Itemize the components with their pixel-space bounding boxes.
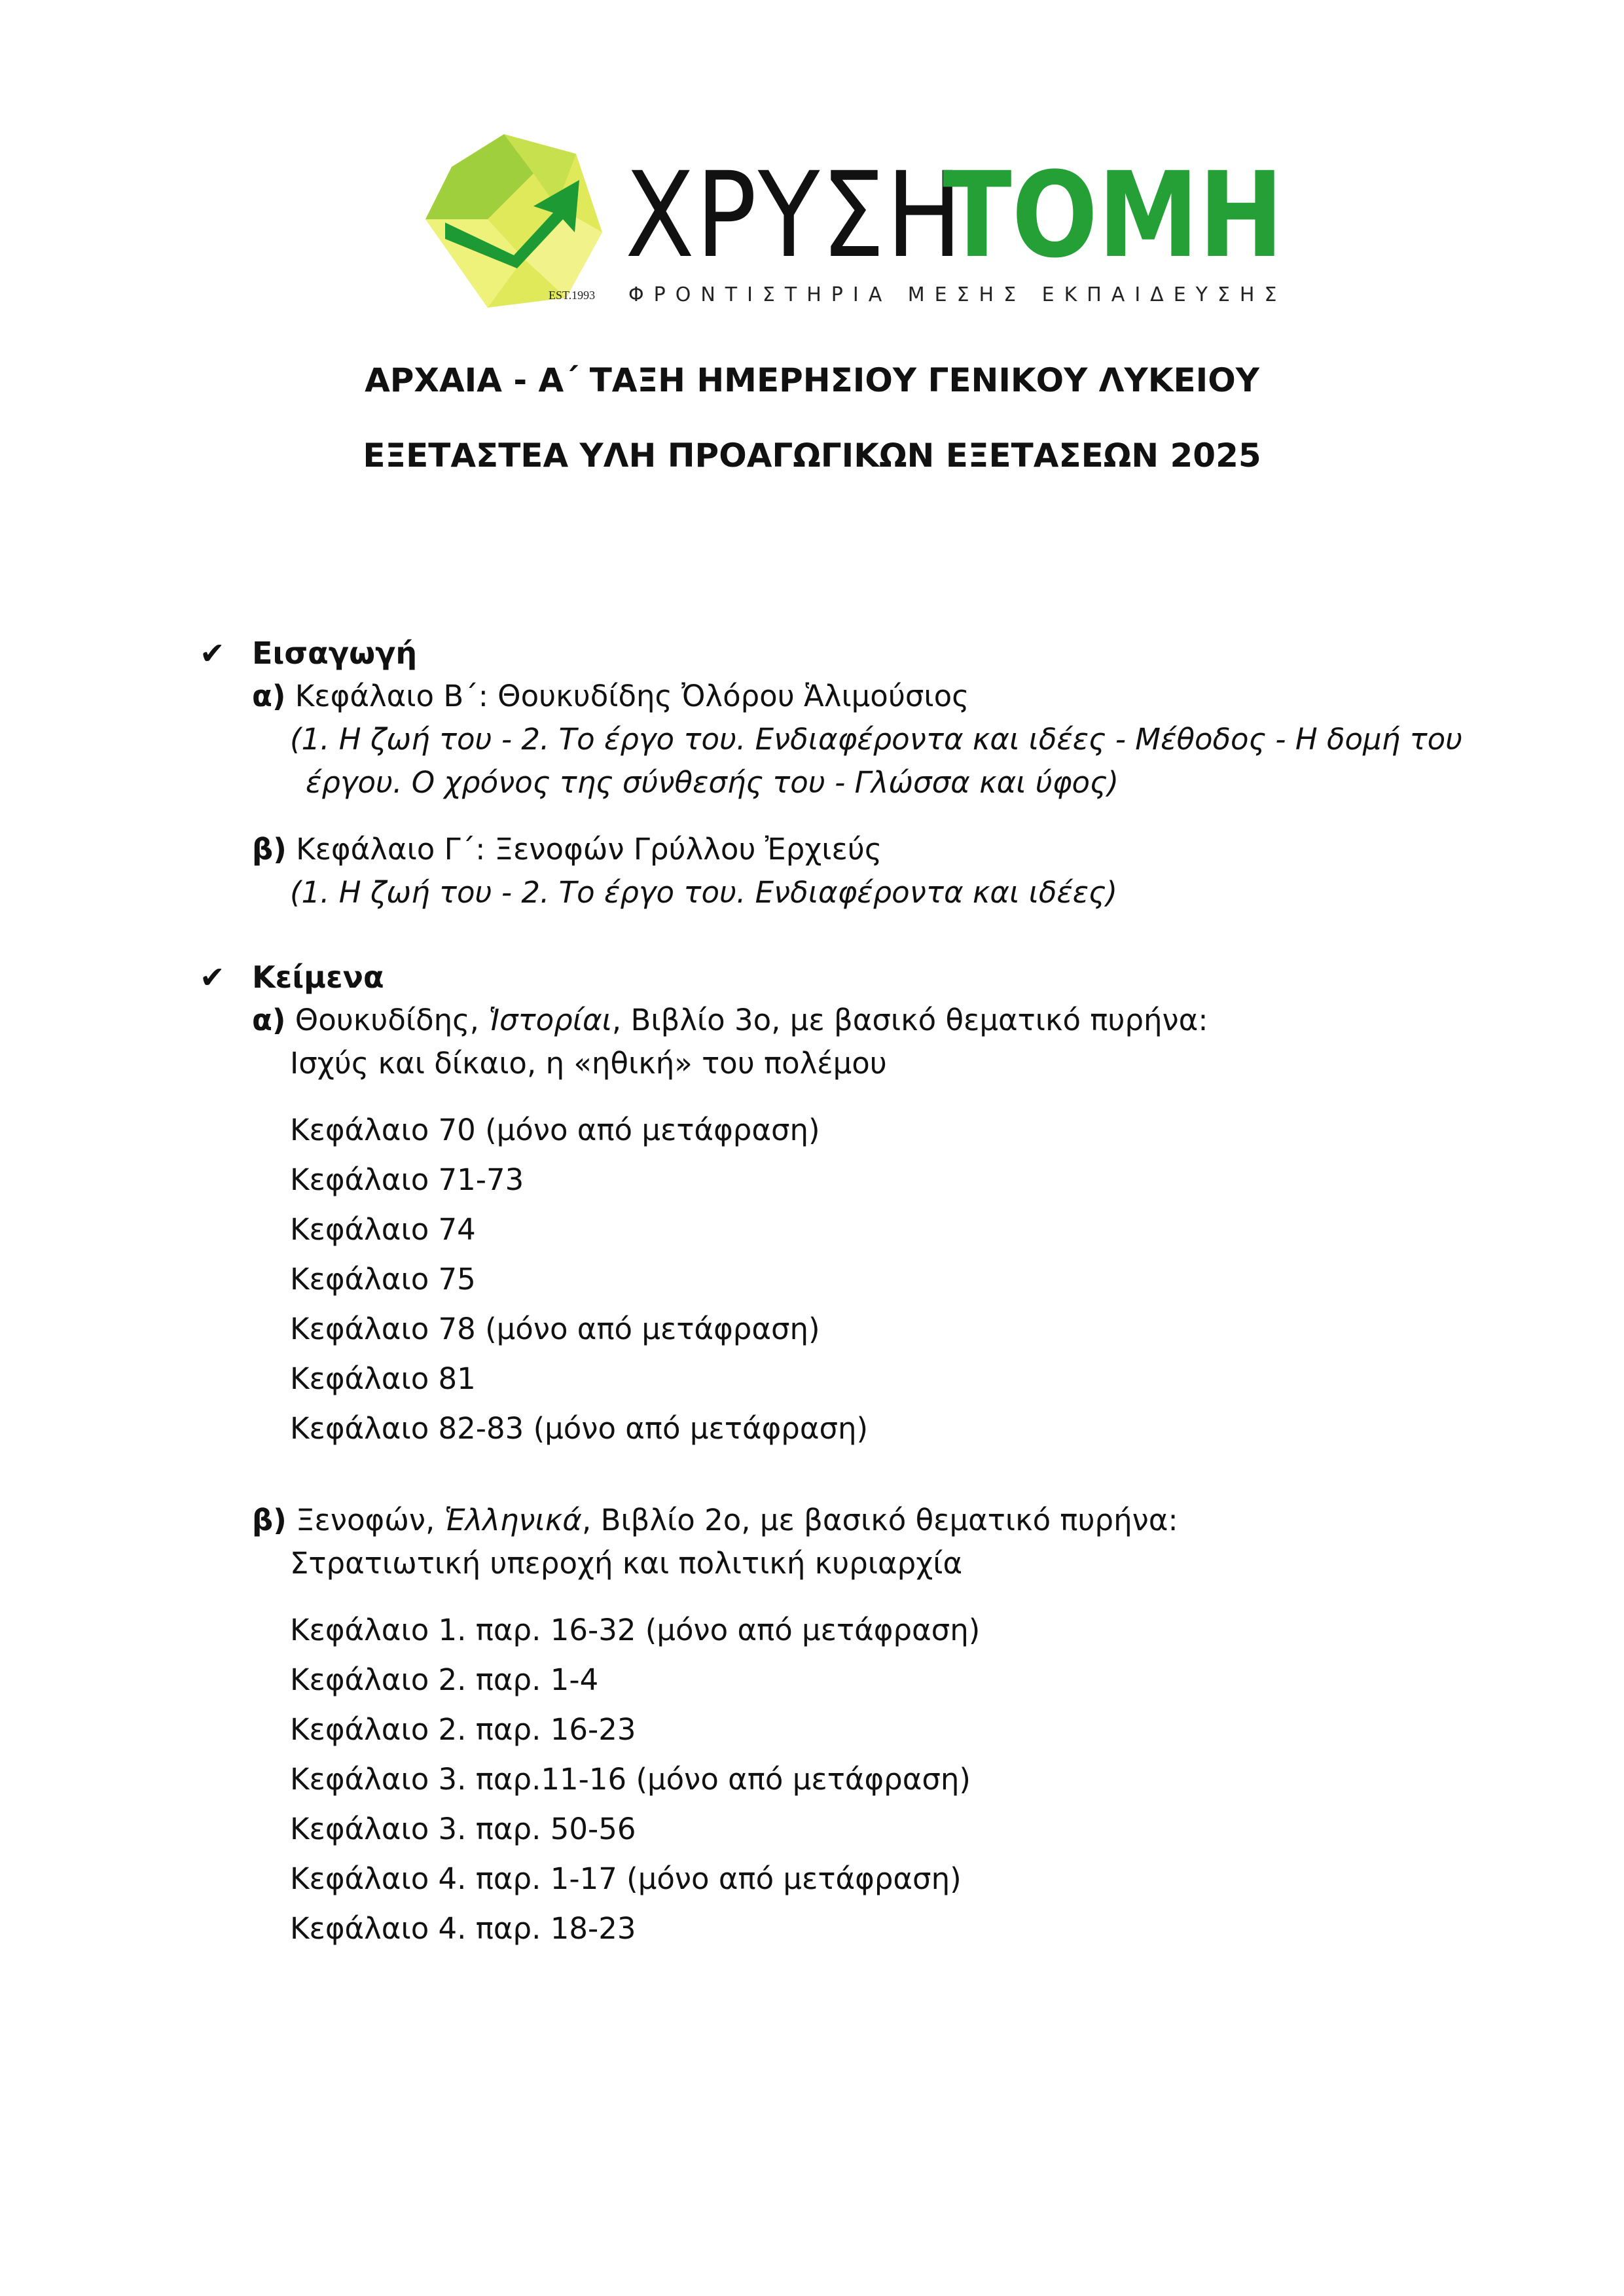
item-marker: α): [252, 1003, 286, 1037]
intro-item-b: [252, 828, 882, 871]
item-rest: , Βιβλίο 3ο, με βασικό θεματικό πυρήνα:: [611, 1003, 1208, 1037]
item-marker: β): [252, 1503, 287, 1537]
list-item: Κεφάλαιο 3. παρ. 50-56: [290, 1812, 636, 1846]
item-work-title: Ἱστορίαι: [488, 1003, 612, 1037]
texts-item-a: [252, 999, 1208, 1042]
checkmark-icon: ✔: [200, 636, 225, 671]
intro-item-a: [252, 675, 969, 718]
page-title: ΑΡΧΑΙΑ - Α΄ ΤΑΞΗ ΗΜΕΡΗΣΙΟΥ ΓΕΝΙΚΟΥ ΛΥΚΕΙΟΥ: [365, 361, 1259, 399]
list-item: Κεφάλαιο 81: [290, 1361, 476, 1396]
intro-item-a-note-line1: (1. Η ζωή του - 2. Το έργο του. Ενδιαφέροντα και ιδέες - Μέθοδος - Η δομή του: [290, 722, 1463, 757]
intro-item-b-note-line1: (1. Η ζωή του - 2. Το έργο του. Ενδιαφέροντα και ιδέες): [290, 875, 1117, 910]
list-item: Κεφάλαιο 2. παρ. 1-4: [290, 1662, 599, 1697]
logo-word-tomi: ΤΟΜΗ: [943, 147, 1284, 284]
item-marker: β): [252, 832, 287, 867]
item-rest: , Βιβλίο 2ο, με βασικό θεματικό πυρήνα:: [581, 1503, 1178, 1537]
logo-est: EST.1993: [549, 289, 596, 302]
chapter-list-thucydides: [290, 1105, 868, 1454]
list-item: Κεφάλαιο 82-83 (μόνο από μετάφραση): [290, 1411, 869, 1446]
chapter-list-xenophon: [290, 1605, 980, 1954]
checkmark-icon: ✔: [200, 960, 225, 995]
intro-item-a-note-line2: έργου. Ο χρόνος της σύνθεσής του - Γλώσσα και ύφος): [306, 765, 1119, 800]
list-item: Κεφάλαιο 71-73: [290, 1162, 524, 1197]
logo: [425, 134, 1287, 324]
item-work-title: Ἑλληνικά: [444, 1503, 582, 1537]
item-author: Θουκυδίδης,: [295, 1003, 489, 1037]
item-marker: α): [252, 679, 286, 713]
list-item: Κεφάλαιο 4. παρ. 1-17 (μόνο από μετάφραση): [290, 1861, 962, 1896]
texts-item-a-theme: Ισχύς και δίκαιο, η «ηθική» του πολέμου: [290, 1046, 887, 1081]
page-subtitle: ΕΞΕΤΑΣΤΕΑ ΥΛΗ ΠΡΟΑΓΩΓΙΚΩΝ ΕΞΕΤΑΣΕΩΝ 2025: [363, 437, 1261, 475]
item-text: Κεφάλαιο Γ΄: Ξενοφών Γρύλλου Ἐρχιεύς: [296, 832, 882, 867]
logo-tagline: ΦΡΟΝΤΙΣΤΗΡΙΑ ΜΕΣΗΣ ΕΚΠΑΙΔΕΥΣΗΣ: [628, 283, 1287, 306]
list-item: Κεφάλαιο 78 (μόνο από μετάφραση): [290, 1312, 820, 1346]
list-item: Κεφάλαιο 4. παρ. 18-23: [290, 1911, 636, 1946]
list-item: Κεφάλαιο 75: [290, 1262, 476, 1297]
texts-item-b-theme: Στρατιωτική υπεροχή και πολιτική κυριαρχία: [290, 1546, 963, 1581]
logo-word-xrysi: ΧΡΥΣΗ: [625, 147, 964, 284]
section-heading-intro: Εισαγωγή: [252, 636, 418, 671]
list-item: Κεφάλαιο 1. παρ. 16-32 (μόνο από μετάφραση): [290, 1613, 981, 1647]
list-item: Κεφάλαιο 74: [290, 1212, 476, 1247]
item-author: Ξενοφών,: [296, 1503, 444, 1537]
list-item: Κεφάλαιο 2. παρ. 16-23: [290, 1712, 636, 1747]
list-item: Κεφάλαιο 70 (μόνο από μετάφραση): [290, 1113, 820, 1147]
item-text: Κεφάλαιο Β΄: Θουκυδίδης Ὀλόρου Ἁλιμούσιος: [295, 679, 969, 713]
section-heading-texts: Κείμενα: [252, 960, 384, 995]
list-item: Κεφάλαιο 3. παρ.11-16 (μόνο από μετάφραση): [290, 1762, 971, 1797]
logo-cube-arrow-icon: [425, 134, 602, 308]
texts-item-b: [252, 1499, 1178, 1542]
